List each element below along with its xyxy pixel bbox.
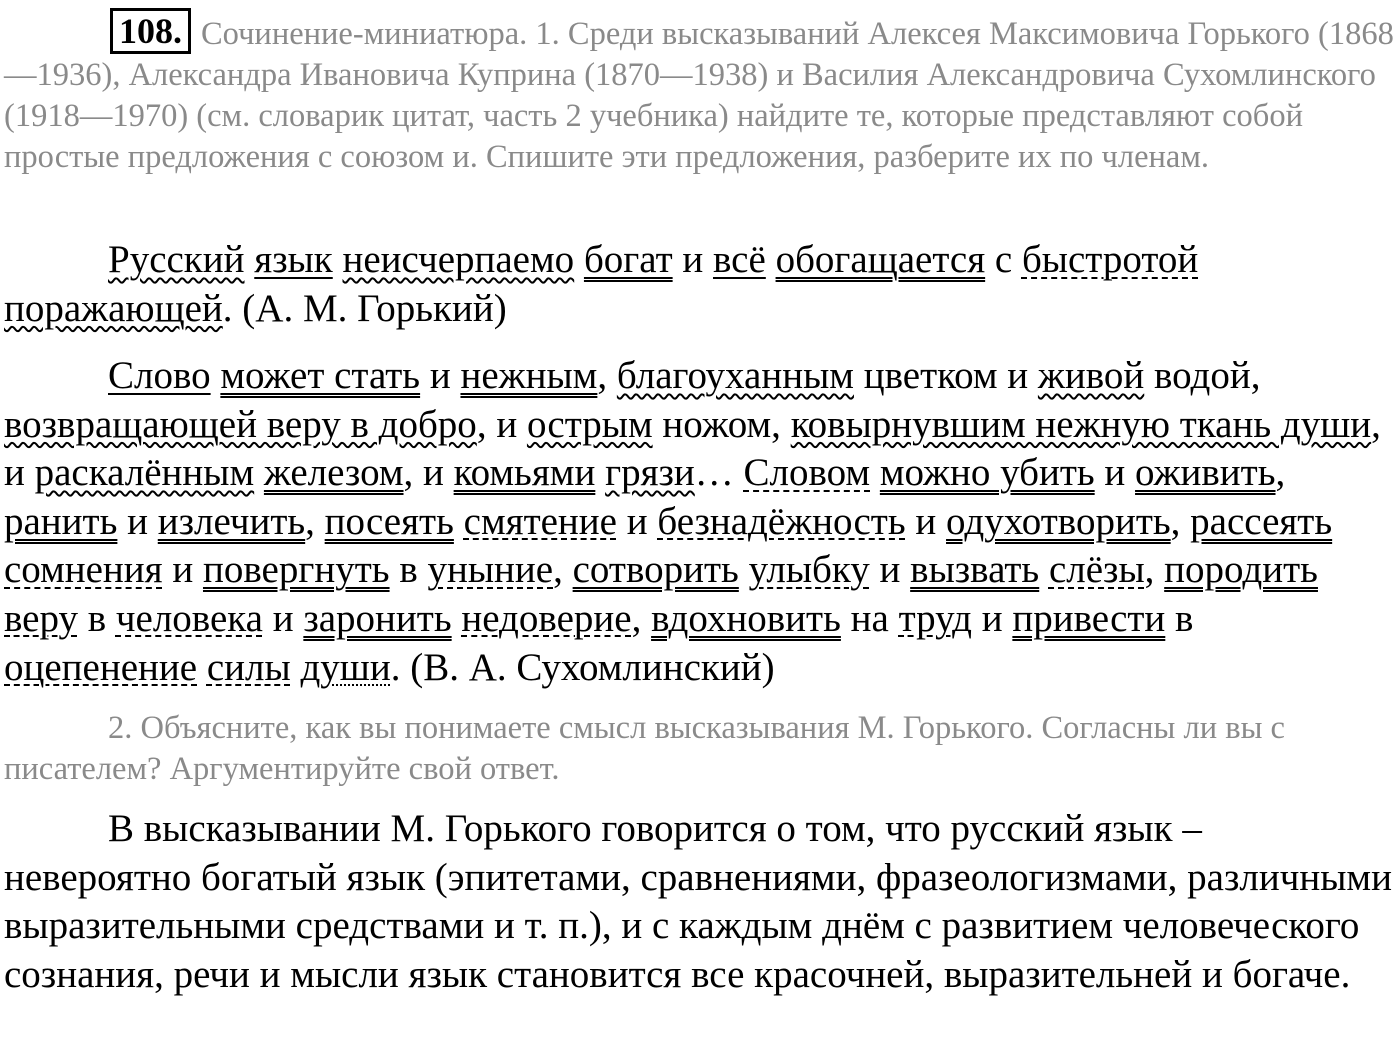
answer-paragraph: В высказывании М. Горького говорится о том, что русский язык – невероятно богатый язык (эпитетами, сравнениями, фразеологизмами, различными выразительными средствами и т. п.), и с каждым днём с развитием человеческого сознания, речи и мысли язык становится все красочней, выразительней и богаче. [4,807,1392,996]
modifier-word: благоуханным [616,354,854,397]
modifier-word: грязи [605,451,695,495]
predicate-word: посеять [324,499,454,543]
object-word: веру [4,596,78,640]
predicate-word: вдохновить [651,596,841,640]
modifier-word: ковырнувшим нежную ткань души [790,402,1372,446]
task-1-text: Сочинение-миниатюра. 1. Среди высказываний Алексея Максимовича Горького (1868—1936), Александра Ивановича Куприна (1870—1938) и Василия Александровича Сухомлинского (1918—1970) (см. словарик цитат, часть 2 учебника) найдите те, которые представляют собой простые предложения с союзом и. Спишите эти предложения, разберите их по членам. [4,16,1394,175]
predicate-word: комьями [453,451,596,495]
predicate-word: оживить [1135,451,1276,495]
object-word: сомнения [4,548,163,592]
object-word: смятение [463,499,617,543]
modifier-word: острым [526,402,653,446]
task-1-instruction [4,8,1396,178]
object-word: безнадёжность [657,499,906,543]
adverbial-word: души [300,645,391,689]
predicate-word: железом [263,451,404,495]
modifier-word: поражающей [4,286,223,330]
predicate-word: одухотворить [946,499,1171,543]
exercise-number: 108. [110,8,191,54]
object-word: недоверие [461,596,632,640]
predicate-word: обогащается [775,238,986,281]
object-word: быстротой [1021,238,1199,281]
example-sentence-sukhomlinsky: Слово может стать и нежным, благоуханным цветком и живой водой, возвращающей веру в добро, и острым ножом, ковырнувшим нежную ткань души, и раскалённым железом, и комьями грязи… Словом можно убить и оживить, ранить и излечить, посеять смятение и безнадёжность и одухотворить, рассеять сомнения и повергнуть в уныние, сотворить улыбку и вызвать слёзы, породить веру в человека и заронить недоверие, вдохновить на труд и привести в оцепенение силы души. (В. А. Сухомлинский) [4,354,1381,689]
object-word: человека [115,596,263,640]
object-word: труд [898,596,972,640]
predicate-word: нежным [460,354,598,397]
object-word: слёзы [1048,548,1145,592]
predicate-word: породить [1164,548,1318,592]
modifier-word: возвращающей веру в добро [4,402,477,446]
task-2-instruction: 2. Объясните, как вы понимаете смысл высказывания М. Горького. Согласны ли вы с писателем? Аргументируйте свой ответ. [4,710,1285,787]
object-word: силы [206,645,291,689]
object-word: улыбку [748,548,870,592]
modifier-word: живой [1037,354,1145,397]
modifier-word: раскалённым [34,451,255,495]
object-word: оцепенение [4,645,198,689]
predicate-word: заронить [303,596,452,640]
modifier-word: Русский [108,238,245,281]
subject-word: всё [713,238,766,281]
predicate-word: можно убить [879,451,1095,495]
predicate-word: ранить [4,499,118,543]
modifier-word: неисчерпаемо [342,238,575,281]
predicate-word: сотворить [572,548,739,592]
object-word: Словом [743,451,871,495]
predicate-word: богат [583,238,673,281]
object-word: уныние [427,548,554,592]
subject-word: Слово [108,354,211,397]
predicate-word: привести [1012,596,1166,640]
predicate-word: повергнуть [202,548,390,592]
predicate-word: может стать [220,354,421,397]
subject-word: язык [254,238,333,281]
predicate-word: рассеять [1190,499,1333,543]
predicate-word: излечить [157,499,306,543]
predicate-word: вызвать [910,548,1040,592]
example-sentence-gorky: Русский язык неисчерпаемо богат и всё обогащается с быстротой поражающей. (А. М. Горький) [4,238,1199,330]
